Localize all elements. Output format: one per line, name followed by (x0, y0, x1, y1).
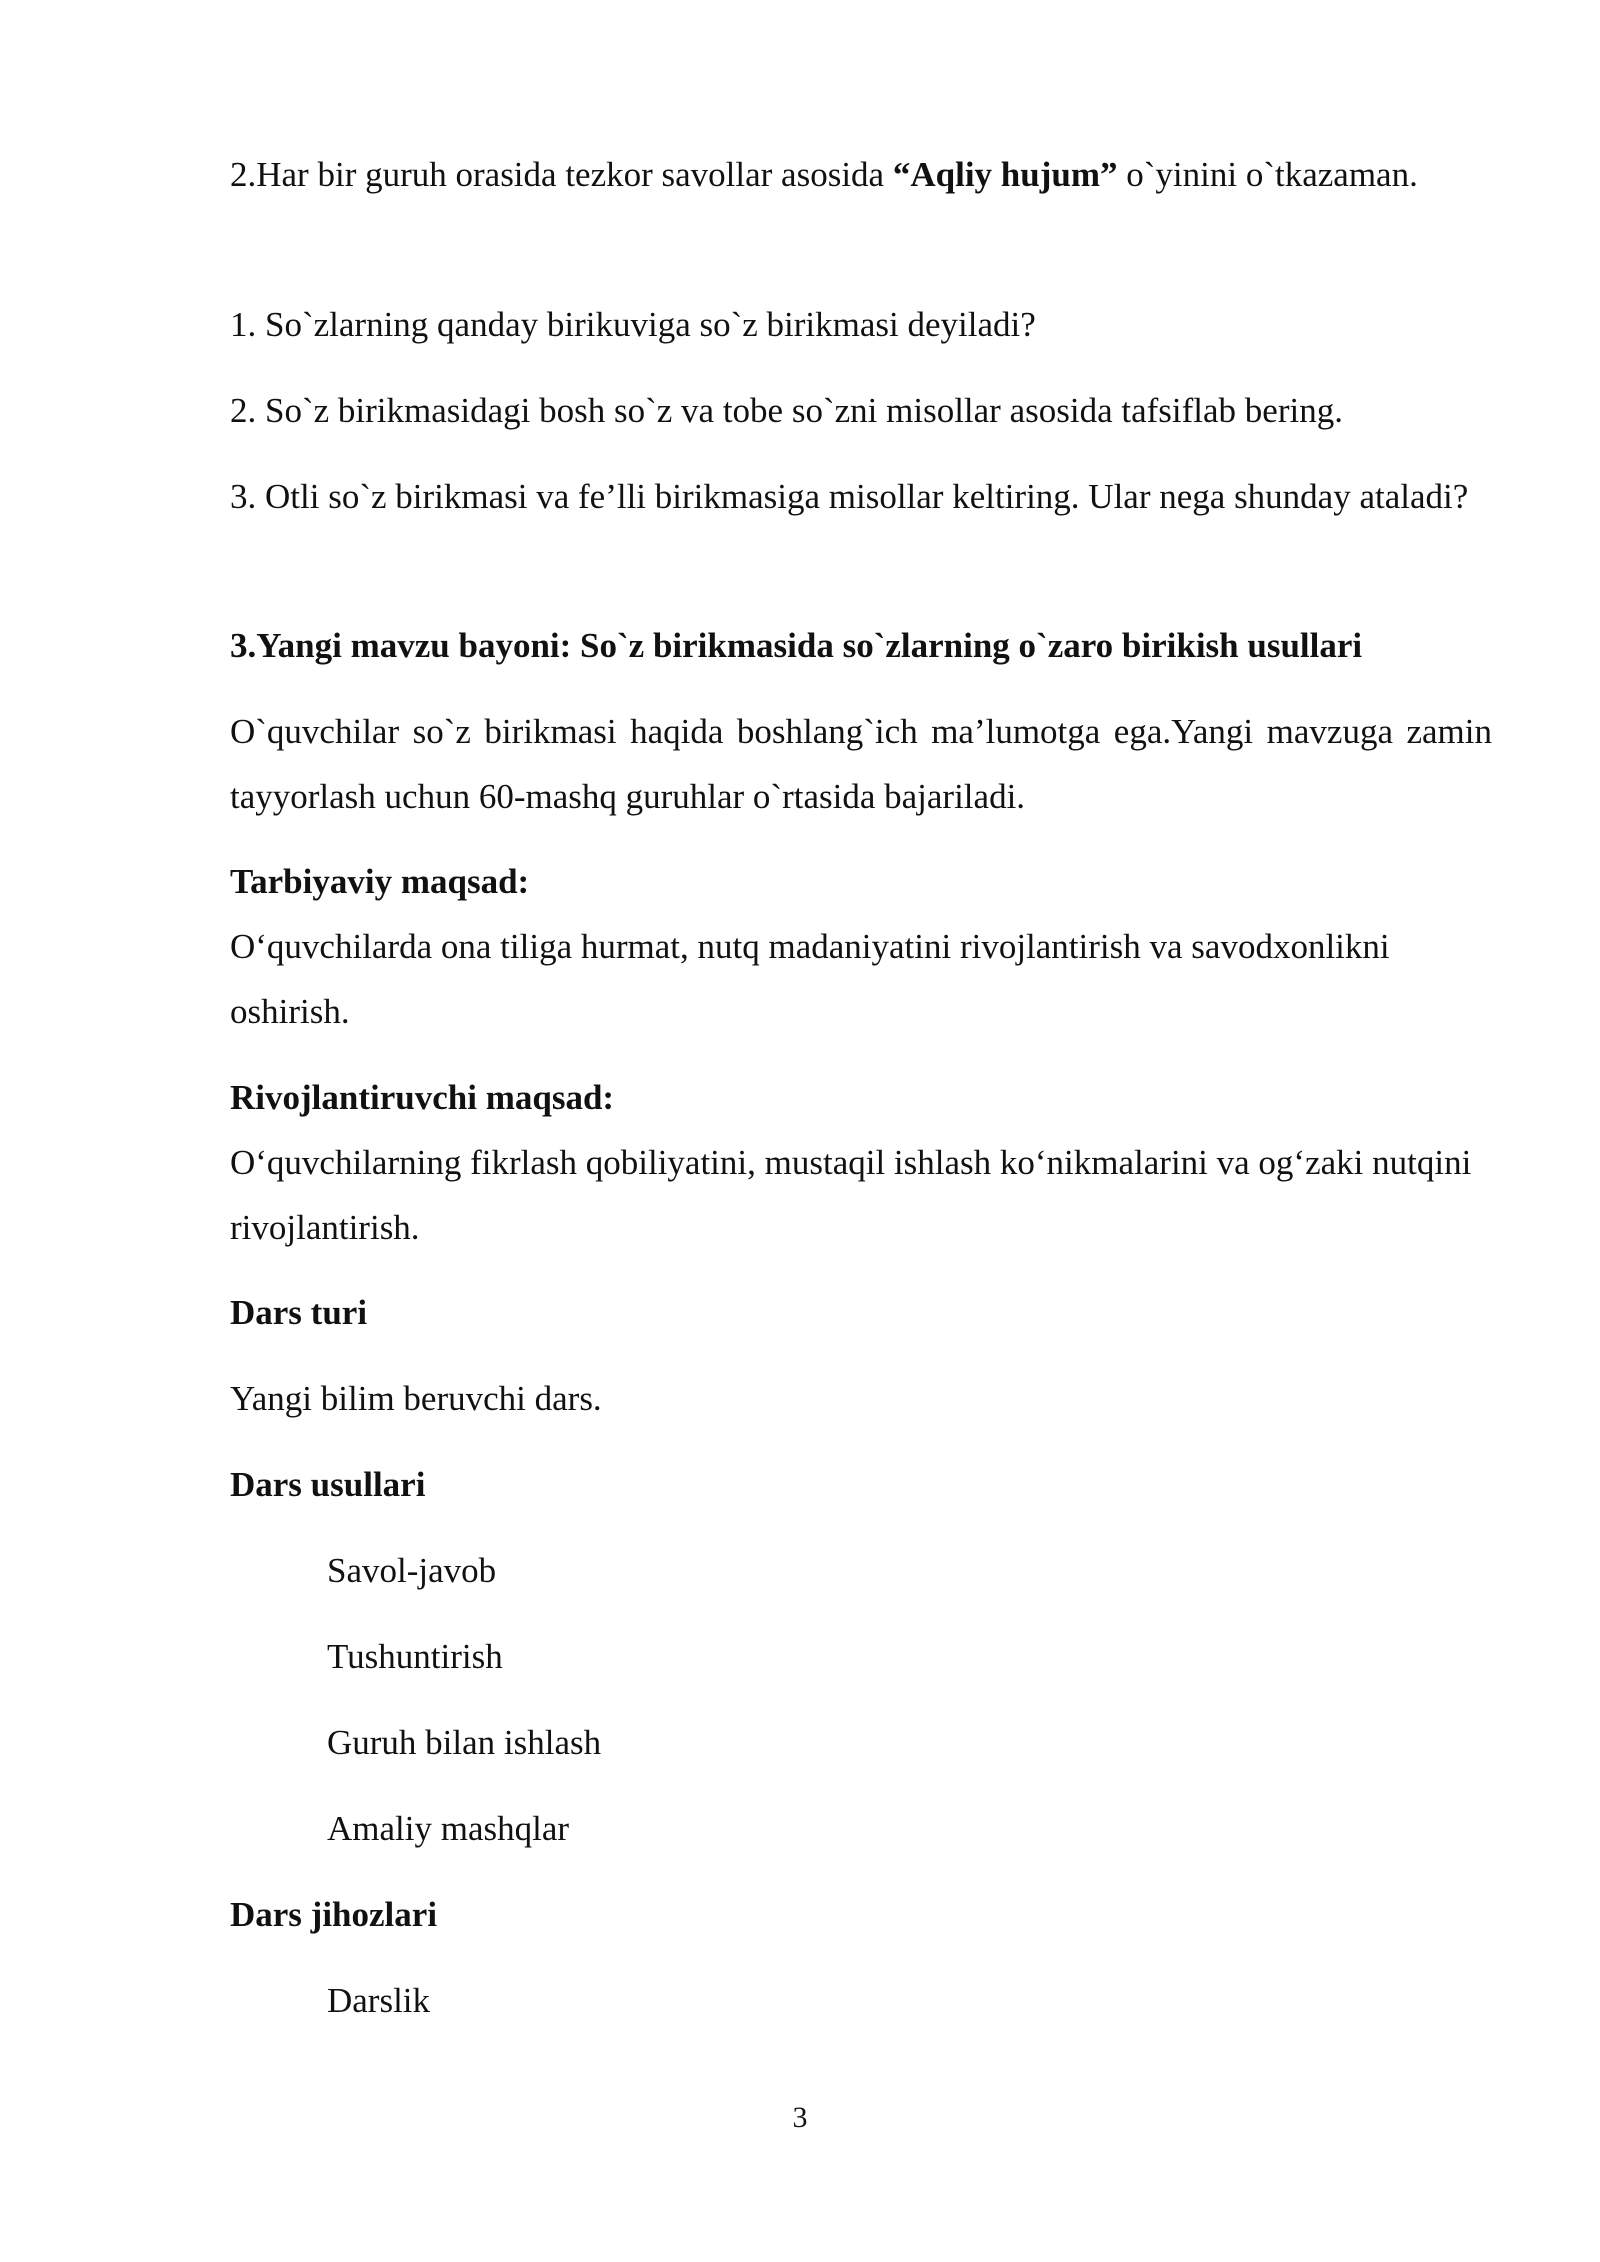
method-item: Savol-javob (327, 1551, 497, 1590)
brainstorm-paragraph (230, 142, 1492, 207)
educational-goal-text: O‘quvchilarda ona tiliga hurmat, nutq madaniyatini rivojlantirish va savodxonlikni oshirish. (230, 927, 1390, 1031)
equipment-item: Darslik (327, 1981, 431, 2020)
question-1: 1. So`zlarning qanday birikuviga so`z birikmasi deyiladi? (230, 305, 1036, 344)
brainstorm-text-after: o`yinini o`tkazaman. (1117, 155, 1418, 194)
method-item: Amaliy mashqlar (327, 1809, 570, 1848)
lesson-equipment-heading: Dars jihozlari (230, 1895, 438, 1934)
new-topic-heading: 3.Yangi mavzu bayoni: So`z birikmasida so`zlarning o`zaro birikish usullari (230, 626, 1363, 665)
method-item: Guruh bilan ishlash (327, 1723, 602, 1762)
lesson-type-heading: Dars turi (230, 1293, 368, 1332)
lesson-methods-heading: Dars usullari (230, 1465, 426, 1504)
brainstorm-text-before: 2.Har bir guruh orasida tezkor savollar asosida (230, 155, 893, 194)
question-3: 3. Otli so`z birikmasi va fe’lli birikmasiga misollar keltiring. Ular nega shunday ataladi? (230, 477, 1469, 516)
new-topic-text: O`quvchilar so`z birikmasi haqida boshlang`ich ma’lumotga ega.Yangi mavzuga zamin tayyorlash uchun 60-mashq guruhlar o`rtasida bajariladi. (230, 712, 1492, 816)
brainstorm-game-title: “Aqliy hujum” (892, 155, 1118, 194)
lesson-type-text: Yangi bilim beruvchi dars. (230, 1379, 602, 1418)
question-2: 2. So`z birikmasidagi bosh so`z va tobe so`zni misollar asosida tafsiflab bering. (230, 391, 1343, 430)
page-number: 3 (792, 2101, 808, 2134)
method-item: Tushuntirish (327, 1637, 503, 1676)
developmental-goal-text: O‘quvchilarning fikrlash qobiliyatini, mustaqil ishlash ko‘nikmalarini va og‘zaki nutqini rivojlantirish. (230, 1143, 1472, 1247)
developmental-goal-heading: Rivojlantiruvchi maqsad: (230, 1078, 615, 1117)
educational-goal-heading: Tarbiyaviy maqsad: (230, 862, 530, 901)
